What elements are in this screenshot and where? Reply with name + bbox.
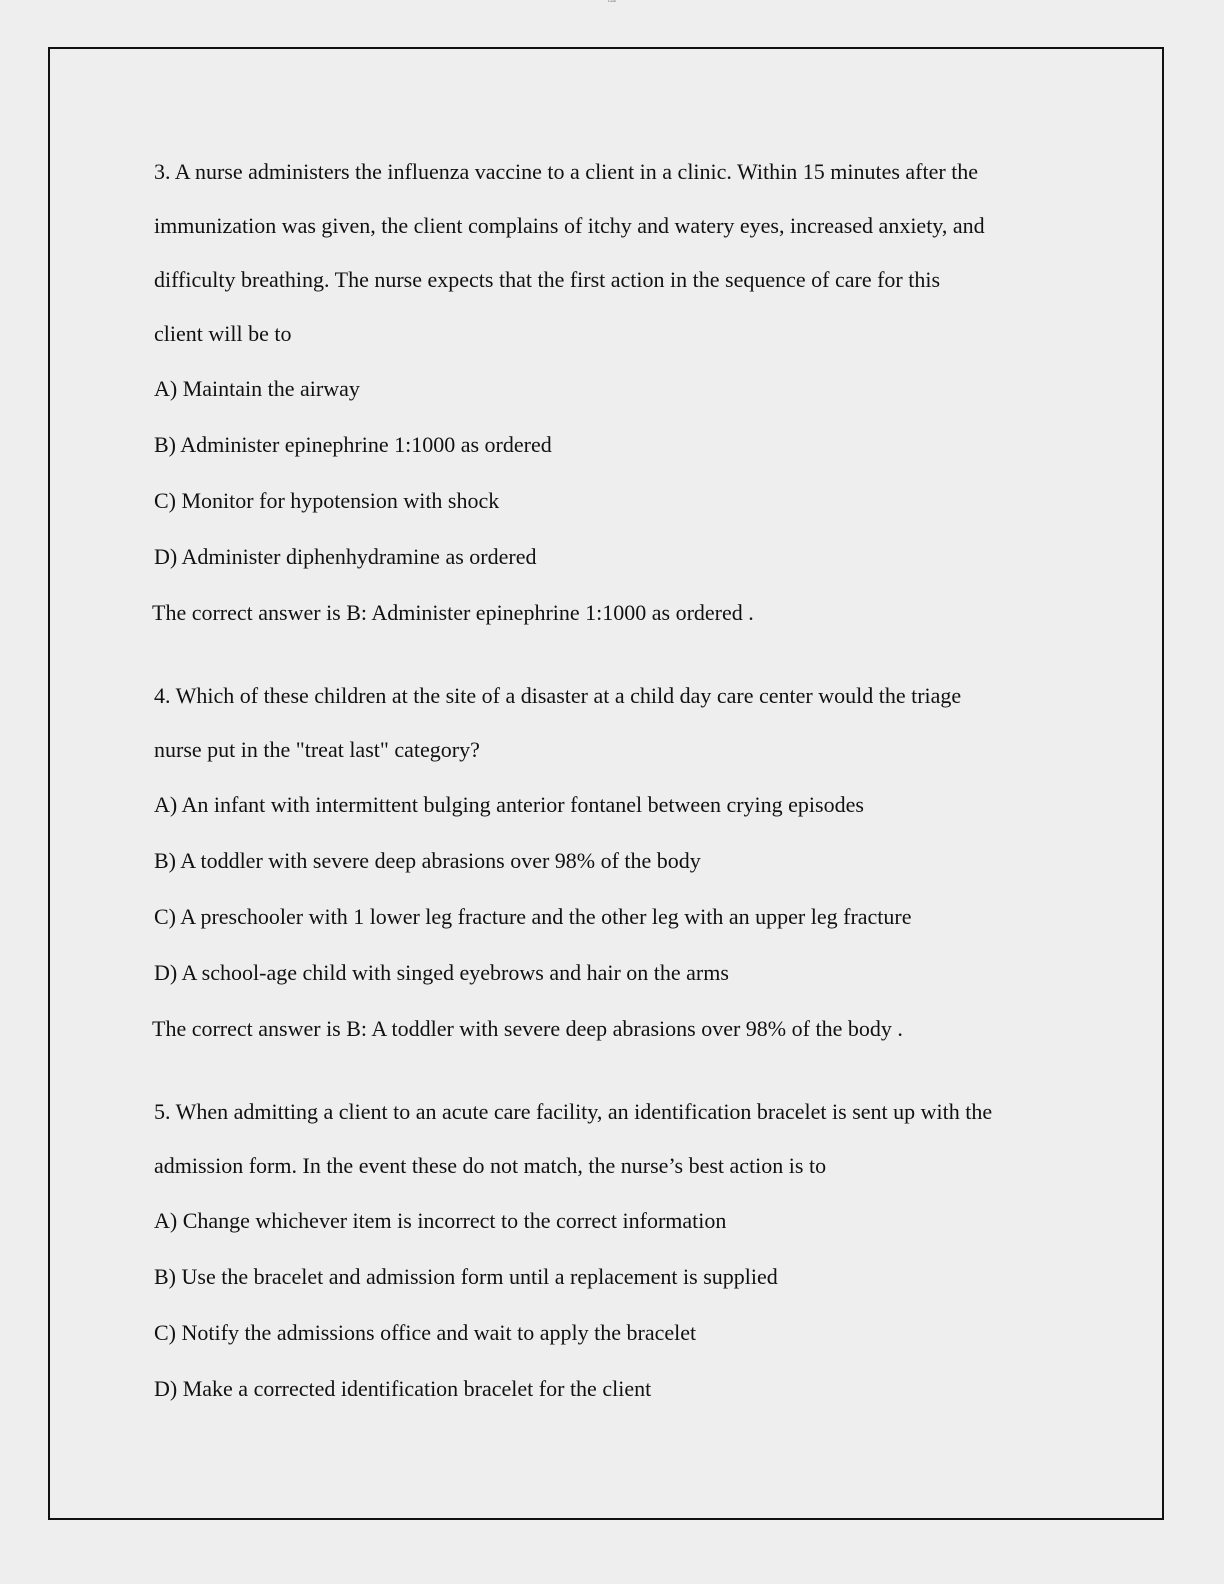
question-3: [154, 145, 1114, 641]
option-d: D) Administer diphenhydramine as ordered: [154, 544, 537, 569]
question-stem: [154, 145, 1114, 361]
document-content: [154, 145, 1114, 1417]
stem-line: client will be to: [154, 321, 292, 346]
correct-answer: The correct answer is B: A toddler with severe deep abrasions over 98% of the body .: [152, 1016, 903, 1041]
stem-line: admission form. In the event these do not match, the nurse’s best action is to: [154, 1153, 827, 1178]
option-d: D) Make a corrected identification bracelet for the client: [154, 1376, 652, 1401]
option-c: C) Monitor for hypotension with shock: [154, 488, 500, 513]
question-4: [154, 669, 1114, 1057]
stem-line: difficulty breathing. The nurse expects that the first action in the sequence of care for this: [154, 267, 941, 292]
header-mark: Lorem: [608, 0, 616, 3]
page-frame: [48, 47, 1164, 1520]
stem-line: immunization was given, the client complains of itchy and watery eyes, increased anxiety, and: [154, 213, 985, 238]
stem-line: 3. A nurse administers the influenza vaccine to a client in a clinic. Within 15 minutes after the: [154, 159, 979, 184]
option-b: B) Use the bracelet and admission form until a replacement is supplied: [154, 1264, 778, 1289]
correct-answer: The correct answer is B: Administer epinephrine 1:1000 as ordered .: [152, 600, 754, 625]
option-a: A) Change whichever item is incorrect to the correct information: [154, 1208, 727, 1233]
question-spacer: [154, 641, 1114, 669]
option-a: A) An infant with intermittent bulging anterior fontanel between crying episodes: [154, 792, 864, 817]
option-c: C) Notify the admissions office and wait to apply the bracelet: [154, 1320, 697, 1345]
question-spacer: [154, 1057, 1114, 1085]
question-stem: [154, 669, 1114, 777]
question-stem: [154, 1085, 1114, 1193]
option-a: A) Maintain the airway: [154, 376, 360, 401]
stem-line: 5. When admitting a client to an acute care facility, an identification bracelet is sent up with the: [154, 1099, 993, 1124]
question-5: [154, 1085, 1114, 1417]
option-b: B) Administer epinephrine 1:1000 as ordered: [154, 432, 552, 457]
option-b: B) A toddler with severe deep abrasions over 98% of the body: [154, 848, 701, 873]
option-d: D) A school-age child with singed eyebrows and hair on the arms: [154, 960, 729, 985]
stem-line: nurse put in the "treat last" category?: [154, 737, 480, 762]
stem-line: 4. Which of these children at the site of a disaster at a child day care center would the triage: [154, 683, 962, 708]
option-c: C) A preschooler with 1 lower leg fracture and the other leg with an upper leg fracture: [154, 904, 912, 929]
